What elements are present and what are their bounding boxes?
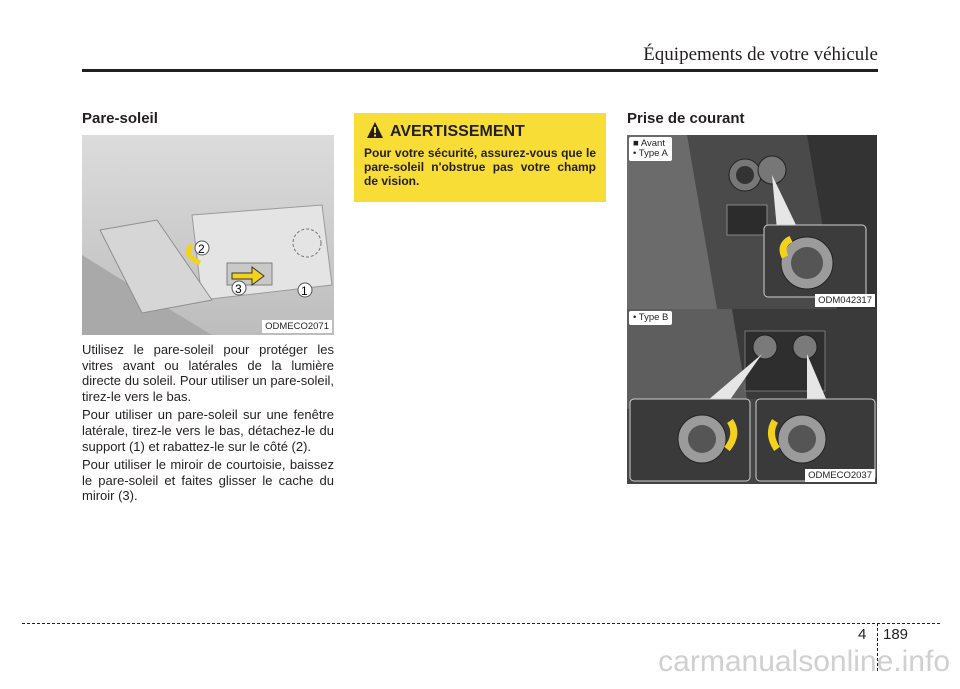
watermark: carmanualsonline.info <box>658 645 950 678</box>
paragraph: Pour utiliser un pare-soleil sur une fenêtre latérale, tirez-le vers le bas, détachez-le du support (1) et rabattez-le sur le côté (2). <box>82 407 334 454</box>
paragraph: Utilisez le pare-soleil pour protéger les vitres avant ou latérales de la lumière directe du soleil. Pour utiliser un pare-soleil, tirez-le vers le bas. <box>82 342 334 404</box>
chapter-number: 4 <box>858 626 867 643</box>
header-rule <box>82 69 878 72</box>
svg-text:2: 2 <box>198 242 205 256</box>
figure-code: ODMECO2071 <box>262 320 332 333</box>
outlet-type-a-illustration <box>627 135 877 309</box>
section-title-power-outlet: Prise de courant <box>627 110 745 127</box>
label-line-front: ■ Avant <box>633 138 665 149</box>
page-number: 189 <box>883 626 909 643</box>
section-title-sun-visor: Pare-soleil <box>82 110 158 127</box>
warning-box <box>354 113 606 202</box>
paragraph: Pour utiliser le miroir de courtoisie, baissez le pare-soleil et faites glisser le cache du miroir (3). <box>82 457 334 504</box>
sun-visor-illustration <box>82 135 334 335</box>
svg-text:3: 3 <box>235 282 242 296</box>
header-title: Équipements de votre véhicule <box>643 44 878 65</box>
figure-code: ODM042317 <box>815 294 875 307</box>
outlet-type-b-illustration <box>627 309 877 484</box>
figure-code: ODMECO2037 <box>805 469 875 482</box>
warning-text: Pour votre sécurité, assurez-vous que le pare-soleil n'obstrue pas votre champ de vision. <box>364 146 596 188</box>
footer-rule <box>22 623 940 624</box>
outlet-label-front <box>629 137 672 161</box>
power-outlet-figure-type-b <box>627 309 877 484</box>
warning-title: AVERTISSEMENT <box>390 123 525 140</box>
warning-triangle-icon <box>366 121 384 139</box>
sun-visor-figure <box>82 135 334 335</box>
outlet-label-type-b: • Type B <box>629 311 672 325</box>
label-line-type-a: • Type A <box>633 148 668 159</box>
sun-visor-instructions <box>82 342 334 507</box>
svg-text:1: 1 <box>301 284 308 298</box>
power-outlet-figure-front <box>627 135 877 309</box>
